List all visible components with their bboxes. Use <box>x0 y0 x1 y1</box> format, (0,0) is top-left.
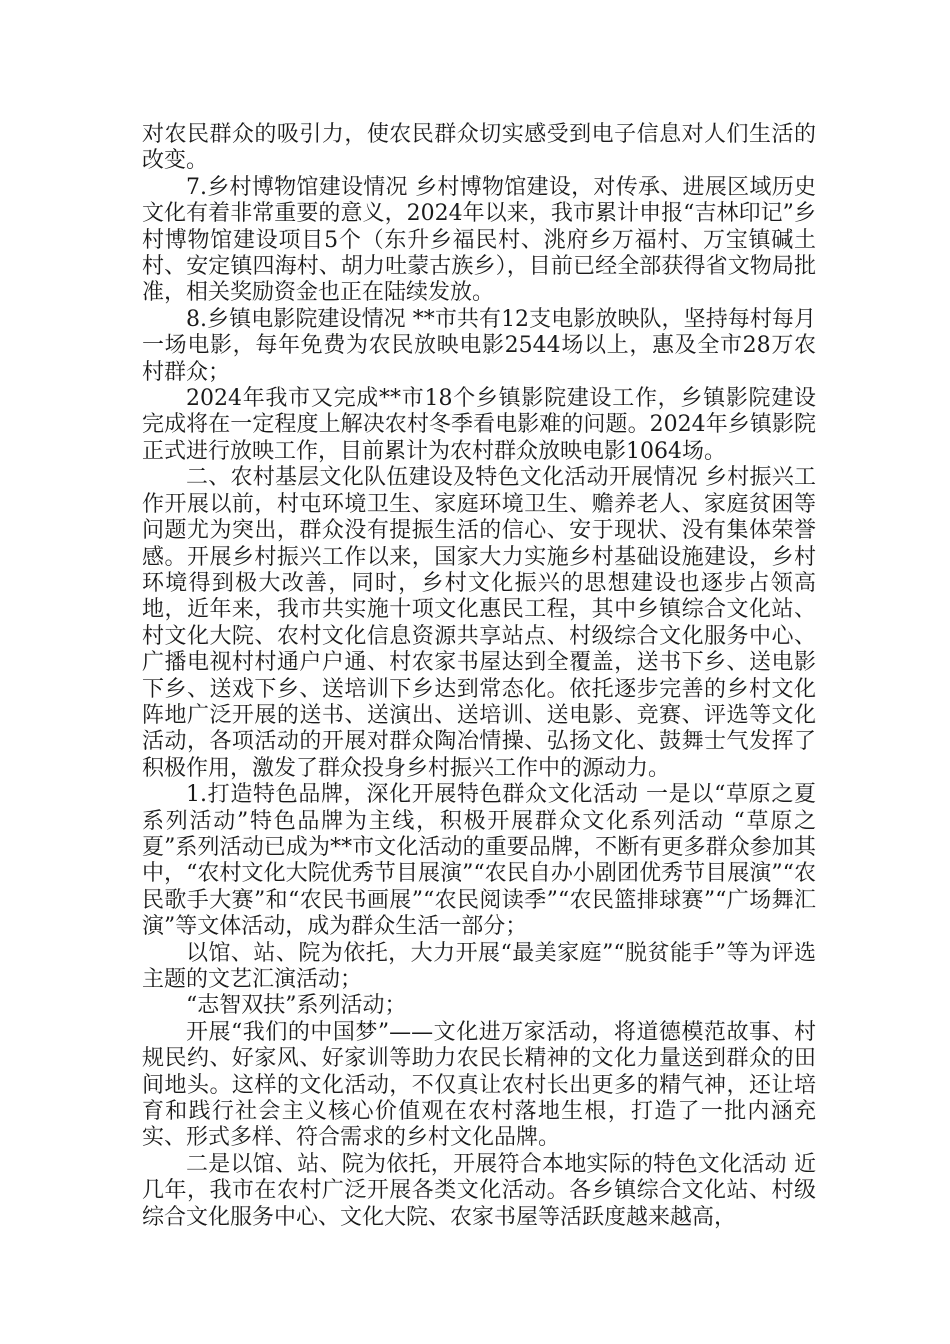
paragraph: 开展“我们的中国梦”——文化进万家活动，将道德模范故事、村规民约、好家风、好家训等助力农民长精神的文化力量送到群众的田间地头。这样的文化活动，不仅真让农村长出更多的精气神，还让培育和践行社会主义核心价值观在农村落地生根，打造了一批内涵充实、形式多样、符合需求的乡村文化品牌。 <box>142 1019 816 1151</box>
paragraph: 二是以馆、站、院为依托，开展符合本地实际的特色文化活动 近几年，我市在农村广泛开展各类文化活动。各乡镇综合文化站、村级综合文化服务中心、文化大院、农家书屋等活跃度越来越高， <box>142 1151 816 1230</box>
paragraph: 二、农村基层文化队伍建设及特色文化活动开展情况 乡村振兴工作开展以前，村屯环境卫生、家庭环境卫生、赡养老人、家庭贫困等问题尤为突出，群众没有提振生活的信心、安于现状、没有集体荣誉感。开展乡村振兴工作以来，国家大力实施乡村基础设施建设，乡村环境得到极大改善，同时，乡村文化振兴的思想建设也逐步占领高地，近年来，我市共实施十项文化惠民工程，其中乡镇综合文化站、村文化大院、农村文化信息资源共享站点、村级综合文化服务中心、广播电视村村通户户通、村农家书屋达到全覆盖，送书下乡、送电影下乡、送戏下乡、送培训下乡达到常态化。依托逐步完善的乡村文化阵地广泛开展的送书、送演出、送培训、送电影、竞赛、评选等文化活动，各项活动的开展对群众陶冶情操、弘扬文化、鼓舞士气发挥了积极作用，激发了群众投身乡村振兴工作中的源动力。 <box>142 465 816 781</box>
paragraph: 7.乡村博物馆建设情况 乡村博物馆建设，对传承、进展区域历史文化有着非常重要的意义，2024年以来，我市累计申报“吉林印记”乡村博物馆建设项目5个（东升乡福民村、洮府乡万福村、万宝镇碱土村、安定镇四海村、胡力吐蒙古族乡），目前已经全部获得省文物局批准，相关奖励资金也正在陆续发放。 <box>142 174 816 306</box>
document-body <box>142 122 816 1231</box>
paragraph: 1.打造特色品牌，深化开展特色群众文化活动 一是以“草原之夏系列活动”特色品牌为主线，积极开展群众文化系列活动 “草原之夏”系列活动已成为**市文化活动的重要品牌，不断有更多群众参加其中，“农村文化大院优秀节目展演”“农民自办小剧团优秀节目展演”“农民歌手大赛”和“农民书画展”“农民阅读季”“农民篮排球赛”“广场舞汇演”等文体活动，成为群众生活一部分； <box>142 782 816 940</box>
paragraph: 对农民群众的吸引力，使农民群众切实感受到电子信息对人们生活的改变。 <box>142 122 816 174</box>
paragraph: 2024年我市又完成**市18个乡镇影院建设工作，乡镇影院建设完成将在一定程度上解决农村冬季看电影难的问题。2024年乡镇影院正式进行放映工作，目前累计为农村群众放映电影1064场。 <box>142 386 816 464</box>
paragraph: 8.乡镇电影院建设情况 **市共有12支电影放映队，坚持每村每月一场电影，每年免费为农民放映电影2544场以上，惠及全市28万农村群众； <box>142 306 816 385</box>
paragraph: 以馆、站、院为依托，大力开展“最美家庭”“脱贫能手”等为评选主题的文艺汇演活动； <box>142 940 816 992</box>
paragraph: “志智双扶”系列活动； <box>186 993 407 1019</box>
